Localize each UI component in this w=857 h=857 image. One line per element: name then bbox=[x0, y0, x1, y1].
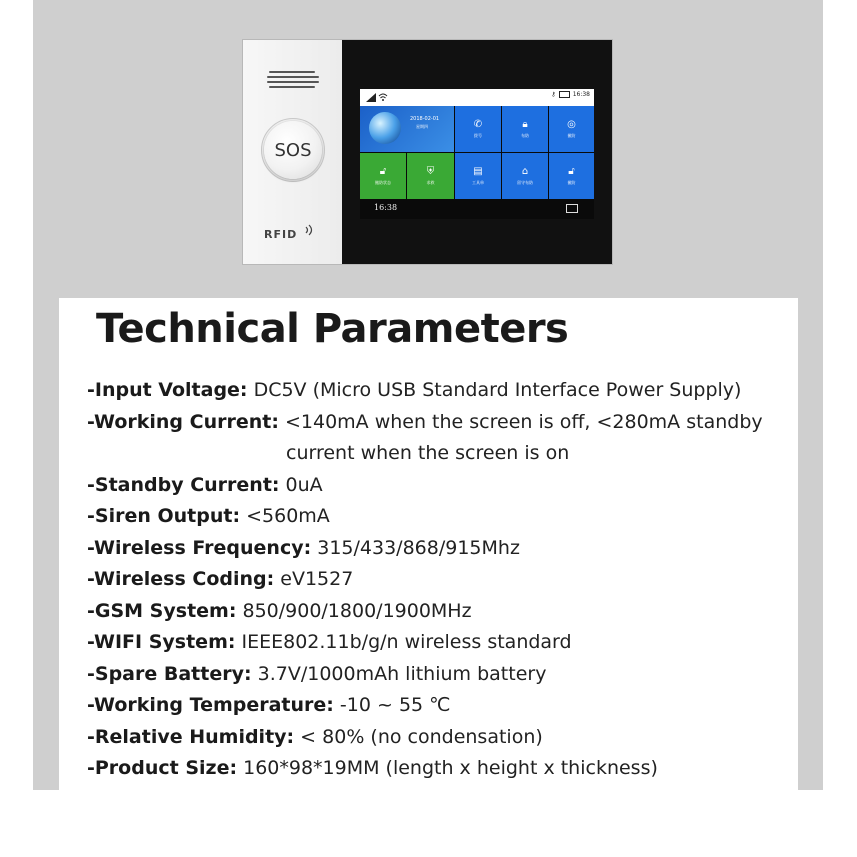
phone-icon: ✆ bbox=[473, 119, 483, 130]
date-tile bbox=[360, 106, 454, 152]
param-row bbox=[87, 407, 787, 439]
param-value: 3.7V/1000mAh lithium battery bbox=[251, 662, 547, 685]
param-value: current when the screen is on bbox=[286, 442, 570, 464]
param-label: -Input Voltage: bbox=[87, 379, 248, 401]
sos-button[interactable]: SOS bbox=[264, 121, 322, 179]
param-label: -Working Temperature: bbox=[87, 694, 334, 716]
param-label: -Working Current: bbox=[87, 410, 279, 433]
param-row bbox=[87, 533, 787, 565]
param-row bbox=[87, 722, 787, 754]
device-left-panel bbox=[243, 40, 342, 264]
lock-icon: 🔒︎ bbox=[522, 119, 528, 130]
param-value: eV1527 bbox=[274, 568, 354, 590]
key-icon: ⚷ bbox=[551, 91, 556, 98]
home-icon: ⌂ bbox=[521, 166, 529, 177]
tile-grid bbox=[360, 106, 594, 199]
parameter-list bbox=[87, 375, 787, 785]
param-label: -GSM System: bbox=[87, 599, 237, 622]
tile-label: 撤防 bbox=[567, 133, 576, 138]
weekday-text: 星期四 bbox=[416, 124, 428, 129]
tile-label: 撤防状态 bbox=[375, 180, 391, 185]
param-label: -Wireless Frequency: bbox=[87, 536, 312, 559]
tile-sos[interactable] bbox=[407, 153, 454, 199]
shield-icon: ⛨ bbox=[426, 166, 435, 177]
param-label: -Product Size: bbox=[87, 757, 238, 779]
param-row bbox=[87, 690, 787, 722]
param-label: -Spare Battery: bbox=[87, 662, 252, 685]
param-value: <560mA bbox=[240, 505, 330, 527]
param-row bbox=[87, 470, 787, 502]
globe-icon bbox=[369, 112, 401, 144]
param-value: 160*98*19MM (length x height x thickness) bbox=[237, 757, 658, 779]
status-time: 16:38 bbox=[572, 91, 590, 98]
page-title: Technical Parameters bbox=[96, 306, 569, 352]
param-row bbox=[87, 564, 787, 596]
param-value: DC5V (Micro USB Standard Interface Power Supply) bbox=[247, 379, 742, 401]
battery-icon bbox=[559, 91, 570, 98]
tile-label: 拨号 bbox=[474, 133, 482, 138]
signal-icon bbox=[366, 93, 376, 102]
tile-label: 求救 bbox=[426, 180, 435, 185]
screen-clock: 16:38 bbox=[374, 203, 398, 212]
unlock-icon: 🔓︎ bbox=[379, 166, 387, 177]
tile-home-arm[interactable] bbox=[502, 153, 548, 199]
tile-arm[interactable] bbox=[502, 106, 548, 152]
rfid-label: RFID bbox=[264, 228, 298, 241]
param-row bbox=[87, 375, 787, 407]
tile-settings[interactable] bbox=[549, 106, 594, 152]
param-value: -10 ~ 55 ℃ bbox=[333, 694, 451, 716]
unlock-icon: 🔓︎ bbox=[568, 166, 575, 177]
param-label: -Wireless Coding: bbox=[87, 568, 275, 590]
param-value: 850/900/1800/1900MHz bbox=[236, 599, 472, 622]
param-row-continued bbox=[87, 438, 787, 470]
device-right-panel bbox=[342, 40, 612, 264]
param-label: -Standby Current: bbox=[87, 473, 280, 496]
settings-icon: ◎ bbox=[567, 119, 576, 130]
param-label: -Siren Output: bbox=[87, 505, 241, 527]
param-row bbox=[87, 627, 787, 659]
param-row bbox=[87, 501, 787, 533]
tile-disarm-state[interactable] bbox=[360, 153, 406, 199]
param-row bbox=[87, 659, 787, 691]
touch-screen bbox=[360, 89, 594, 219]
param-value: < 80% (no condensation) bbox=[294, 725, 543, 748]
param-value: 0uA bbox=[279, 473, 323, 496]
param-label: -WIFI System: bbox=[87, 631, 236, 653]
param-value: <140mA when the screen is off, <280mA standby bbox=[278, 410, 763, 433]
wifi-icon bbox=[378, 92, 388, 101]
tile-label: 留守布防 bbox=[517, 180, 533, 185]
tile-label: 撤防 bbox=[567, 180, 576, 185]
param-value: IEEE802.11b/g/n wireless standard bbox=[235, 631, 572, 653]
rfid-wave-icon bbox=[304, 223, 316, 237]
log-icon: ▤ bbox=[473, 166, 483, 177]
param-row bbox=[87, 753, 787, 785]
monitor-icon[interactable] bbox=[566, 204, 578, 213]
tile-disarm[interactable] bbox=[549, 153, 594, 199]
tile-log[interactable] bbox=[455, 153, 501, 199]
speaker-grille bbox=[267, 70, 319, 90]
date-text: 2018-02-01 bbox=[410, 116, 440, 122]
tile-label: 布防 bbox=[521, 133, 529, 138]
param-label: -Relative Humidity: bbox=[87, 725, 295, 748]
alarm-panel-device bbox=[242, 39, 613, 265]
screen-bottom-bar bbox=[360, 199, 594, 219]
param-value: 315/433/868/915Mhz bbox=[311, 536, 520, 559]
param-row bbox=[87, 596, 787, 628]
tile-label: 工具单 bbox=[472, 180, 484, 185]
status-bar bbox=[360, 89, 594, 106]
tile-phone[interactable] bbox=[455, 106, 501, 152]
status-right bbox=[551, 91, 590, 98]
